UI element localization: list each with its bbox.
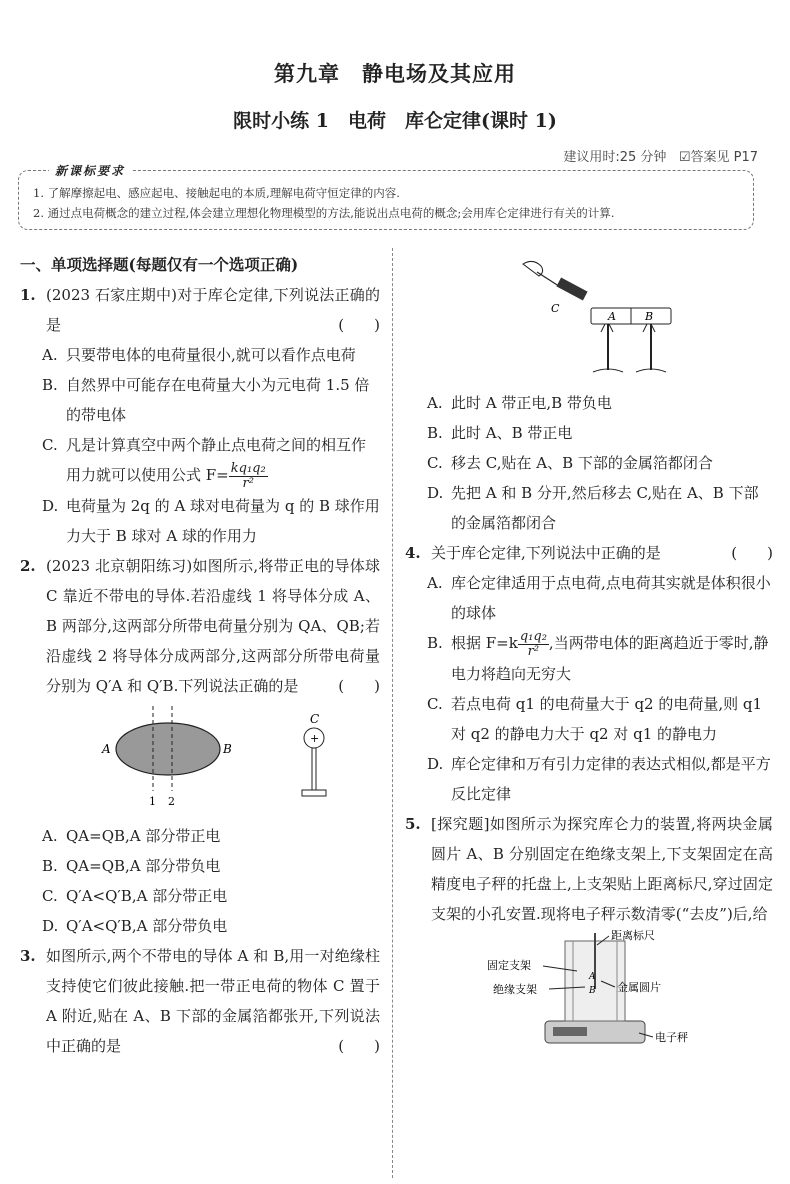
option-a: A. 只要带电体的电荷量很小,就可以看作点电荷 [20,340,380,370]
q5-figure [405,929,773,1049]
stand-base [302,790,326,796]
requirement-item: 2. 通过点电荷概念的建立过程,体会建立理想化物理模型的方法,能说出点电荷的概念;会用库仑定律进行有关的计算. [33,206,615,220]
label-ruler: 距离标尺 [611,928,655,942]
requirements-title: 新课标要求 [49,162,131,179]
option-text: 此时 A、B 带正电 [451,424,573,442]
label-insulating-support: 绝缘支架 [493,982,537,996]
option-text: 库仑定律适用于点电荷,点电荷其实就是体积很小的球体 [451,574,771,622]
formula-numerator: q₁q₂ [519,628,547,644]
stand-pole [312,748,316,790]
question-stem [46,941,380,1061]
option-text: 凡是计算真空中两个静止点电荷之间的相互作用力就可以使用公式 F= [66,436,367,484]
option-d: D. 先把 A 和 B 分开,然后移去 C,贴在 A、B 下部的金属箔都闭合 [405,478,773,538]
option-c: C. 凡是计算真空中两个静止点电荷之间的相互作用力就可以使用公式 F= $\frac{\text{kq₁q₂}}{\text{r²}}$ [42,436,367,491]
option-b: B. 自然界中可能存在电荷量大小为元电荷 1.5 倍的带电体 [20,370,380,430]
question-1 [20,280,380,340]
stem-text: (2023 石家庄期中)对于库仑定律,下列说法正确的是 [46,286,380,334]
q3-figure [405,250,773,388]
option-d: D. 电荷量为 2q 的 A 球对电荷量为 q 的 B 球作用力大于 B 球对 A 球的作用力 [20,491,380,551]
label-a: A [102,741,111,756]
label-fixed-support: 固定支架 [487,958,531,972]
conductor-ellipse [116,723,220,775]
option-c: C. 移去 C,贴在 A、B 下部的金属箔都闭合 [405,448,773,478]
lesson-title: 限时小练 1 电荷 库仑定律(课时 1) [233,110,557,132]
option-text: QA=QB,A 部分带正电 [66,826,221,845]
right-column [405,250,773,1049]
question-number: 4. [405,544,421,562]
formula-coulomb [518,630,549,659]
meta-info [563,146,758,165]
answer-blank: ( ) [338,1036,380,1055]
label-scale: 电子秤 [655,1030,688,1044]
option-b: B. 根据 F=k $\frac{\text{q₁q₂}}{\text{r²}}$ ,当两带电体的距离趋近于零时,静电力将趋向无穷大 [427,628,769,683]
formula-denominator: r² [527,643,540,659]
svg-text:B: B [645,310,654,323]
option-text: QA=QB,A 部分带负电 [66,856,221,875]
question-stem [431,538,773,568]
answer-ref: ☑答案见 P17 [678,150,758,165]
question-4 [405,538,773,568]
option-text: ,当两带电体的距离趋近于零时,静电力将趋向无穷大 [451,634,769,683]
hand-rod-c [523,261,588,315]
svg-text:+: + [310,731,320,745]
option-text: 自然界中可能存在电荷量大小为元电荷 1.5 倍的带电体 [66,376,370,424]
option-text: 电荷量为 2q 的 A 球对电荷量为 q 的 B 球作用力大于 B 球对 A 球的作用力 [66,496,380,545]
formula-numerator: kq₁q₂ [230,460,266,476]
requirements-box [18,164,754,230]
suggested-time: 建议用时:25 分钟 [563,150,667,165]
question-stem [46,551,380,701]
formula-coulomb [229,462,268,491]
question-3 [20,941,380,1061]
svg-text:A: A [608,310,616,323]
option-a: A. 库仑定律适用于点电荷,点电荷其实就是体积很小的球体 [405,568,773,628]
answer-blank: ( ) [338,676,380,695]
option-d: D. 库仑定律和万有引力定律的表达式相似,都是平方反比定律 [405,749,773,809]
question-number: 1. [20,286,36,304]
left-column [20,250,380,1061]
option-a: A. QA=QB,A 部分带正电 [20,821,380,851]
svg-text:A: A [589,971,596,982]
option-b: B. 此时 A、B 带正电 [405,418,773,448]
stem-text: 如图所示,两个不带电的导体 A 和 B,用一对绝缘柱支持使它们彼此接触.把一带正电荷的物体 C 置于 A 附近,贴在 A、B 下部的金属箔都张开,下列说法中正确的是 [46,946,380,1055]
question-stem: [探究题]如图所示为探究库仑力的装置,将两块金属圆片 A、B 分别固定在绝缘支架上,下支架固定在高精度电子秤的托盘上,上支架贴上距离标尺,穿过固定支架的小孔安置.现将电子秤示数清零(“去皮”)后,给 [431,814,773,923]
label-1: 1 [149,794,156,808]
label-2: 2 [168,794,175,808]
option-c: C. Q′A<Q′B,A 部分带正电 [20,881,380,911]
option-b: B. QA=QB,A 部分带负电 [20,851,380,881]
option-text: 若点电荷 q1 的电荷量大于 q2 的电荷量,则 q1 对 q2 的静电力大于 q2 对 q1 的静电力 [451,694,763,743]
q2-figure [20,701,380,821]
option-text: Q′A<Q′B,A 部分带正电 [66,886,228,905]
option-text: 此时 A 带正电,B 带负电 [451,394,612,412]
answer-blank: ( ) [731,544,773,562]
column-divider [392,248,393,1178]
option-d: D. Q′A<Q′B,A 部分带负电 [20,911,380,941]
option-text: 库仑定律和万有引力定律的表达式相似,都是平方反比定律 [451,754,771,803]
chapter-title: 第九章 静电场及其应用 [274,61,516,86]
question-2 [20,551,380,701]
option-text: 先把 A 和 B 分开,然后移去 C,贴在 A、B 下部的金属箔都闭合 [451,484,759,532]
question-number: 2. [20,556,36,575]
stem-text: 关于库仑定律,下列说法中正确的是 [431,544,661,562]
question-number: 3. [20,946,36,965]
label-c: C [310,711,320,726]
option-text: 根据 F=k [451,634,518,652]
requirement-item: 1. 了解摩擦起电、感应起电、接触起电的本质,理解电荷守恒定律的内容. [33,186,400,200]
svg-text:C: C [551,302,560,315]
option-text: 移去 C,贴在 A、B 下部的金属箔都闭合 [451,454,713,472]
answer-blank: ( ) [338,316,380,334]
label-b: B [223,741,232,756]
formula-denominator: r² [242,475,254,491]
question-number: 5. [405,814,421,833]
option-text: 只要带电体的电荷量很小,就可以看作点电荷 [66,346,356,364]
question-stem [46,280,380,340]
option-c: C. 若点电荷 q1 的电荷量大于 q2 的电荷量,则 q1 对 q2 的静电力大于 q2 对 q1 的静电力 [405,689,773,749]
option-text: Q′A<Q′B,A 部分带负电 [66,916,228,935]
section-heading: 一、单项选择题(每题仅有一个选项正确) [20,255,299,274]
question-5 [405,809,773,929]
stem-text: (2023 北京朝阳练习)如图所示,将带正电的导体球 C 靠近不带电的导体.若沿虚线 1 将导体分成 A、B 两部分,这两部分所带电荷量分别为 QA、QB;若沿虚线 2 将导体分成两部分,这两部分所带电荷量分别为 Q′A 和 Q′B.下列说法正确的是 [46,556,380,695]
option-a: A. 此时 A 带正电,B 带负电 [405,388,773,418]
svg-text:B: B [589,985,596,996]
label-metal-disc: 金属圆片 [617,980,661,994]
